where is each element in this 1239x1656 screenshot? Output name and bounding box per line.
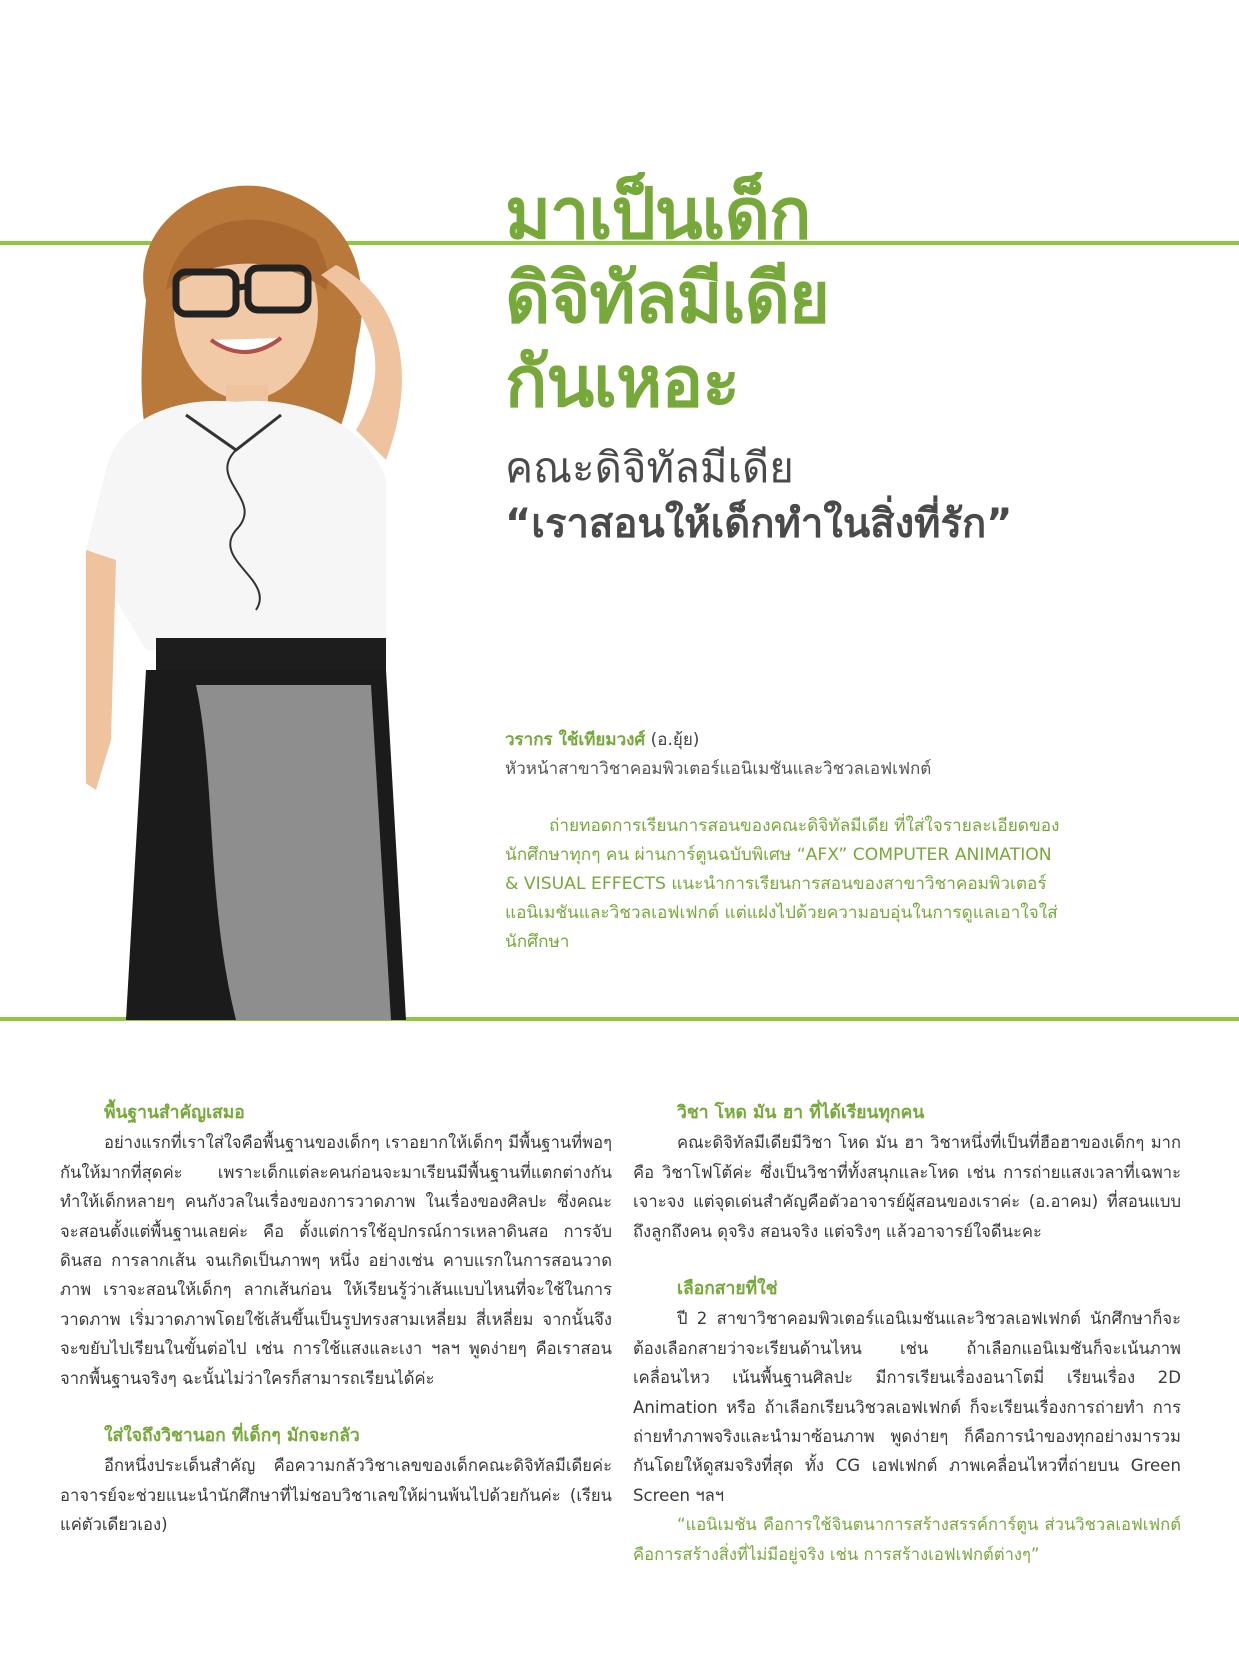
section-body-math: อีกหนึ่งประเด็นสำคัญ คือความกลัววิชาเลขของเด็กคณะดิจิทัลมีเดียค่ะ อาจารย์จะช่วยแนะนำนักศึกษาที่ไม่ชอบวิชาเลขให้ผ่านพ้นไปด้วยกันค่ะ (เรียนแค่ตัวเดียวเอง) (60, 1456, 612, 1535)
left-column (60, 1099, 612, 1540)
intro-paragraph: ถ่ายทอดการเรียนการสอนของคณะดิจิทัลมีเดีย ที่ใส่ใจรายละเอียดของนักศึกษาทุกๆ คน ผ่านการ์ตูนฉบับพิเศษ “AFX” COMPUTER ANIMATION & VISUAL EFFECTS แนะนำการเรียนการสอนของสาขาวิชาคอมพิวเตอร์แอนิเมชันและวิชวลเอฟเฟกต์ แต่แฝงไปด้วยความอบอุ่นในการดูแลเอาใจใส่นักศึกษา (505, 816, 1060, 952)
pull-quote: “แอนิเมชัน คือการใช้จินตนาการสร้างสรรค์การ์ตูน ส่วนวิชวลเอฟเฟกต์ คือการสร้างสิ่งที่ไม่มีอยู่จริง เช่น การสร้างเอฟเฟกต์ต่างๆ” (633, 1515, 1181, 1564)
section-body-photo-class: คณะดิจิทัลมีเดียมีวิชา โหด มัน ฮา วิชาหนึ่งที่เป็นที่ฮือฮาของเด็กๆ มาก คือ วิชาโฟโต้ค่ะ ซึ่งเป็นวิชาที่ทั้งสนุกและโหด เช่น การถ่ายแสงเวลาที่เฉพาะเจาะจง แต่จุดเด่นสำคัญคือตัวอาจารย์ผู้สอนของเราค่ะ (อ.อาคม) ที่สอนแบบถึงลูกถึงคน ดุจริง สอนจริง แต่จริงๆ แล้วอาจารย์ใจดีนะคะ (633, 1133, 1181, 1241)
section-body-choose-track: ปี 2 สาขาวิชาคอมพิวเตอร์แอนิเมชันและวิชวลเอฟเฟกต์ นักศึกษาก็จะต้องเลือกสายว่าจะเรียนด้านไหน เช่น ถ้าเลือกแอนิเมชันก็จะเน้นภาพเคลื่อนไหว เน้นพื้นฐานศิลปะ มีการเรียนเรื่องอนาโตมี่ เรียนเรื่อง 2D Animation หรือ ถ้าเลือกเรียนวิชวลเอฟเฟกต์ ก็จะเรียนเรื่องการถ่ายทำ การถ่ายทำภาพจริงและนำมาซ้อนภาพ พูดง่ายๆ ก็คือการนำของทุกอย่างมารวมกันโดยให้ดูสมจริงที่สุด ทั้ง CG เอฟเฟกต์ ภาพเคลื่อนไหวที่ถ่ายบน Green Screen ฯลฯ (633, 1309, 1181, 1505)
author-block (505, 726, 931, 784)
headline-line-3: กันเหอะ (505, 341, 739, 423)
section-title-basics: พื้นฐานสำคัญเสมอ (104, 1103, 245, 1123)
author-role: หัวหน้าสาขาวิชาคอมพิวเตอร์แอนิเมชันและวิชวลเอฟเฟกต์ (505, 759, 932, 779)
headline (505, 172, 829, 424)
author-nickname: (อ.ยุ้ย) (650, 730, 700, 750)
section-title-math: ใส่ใจถึงวิชานอก ที่เด็กๆ มักจะกลัว (104, 1426, 360, 1447)
portrait-photo (86, 180, 506, 1020)
subhead-faculty: คณะดิจิทัลมีเดีย (505, 443, 794, 492)
section-title-photo-class: วิชา โหด มัน ฮา ที่ได้เรียนทุกคน (677, 1103, 925, 1123)
headline-line-2: ดิจิทัลมีเดีย (505, 257, 830, 339)
headline-line-1: มาเป็นเด็ก (505, 173, 811, 255)
right-column (633, 1099, 1181, 1569)
author-name: วรากร ใช้เทียมวงศ์ (505, 730, 646, 750)
subheadline (505, 440, 1012, 552)
section-body-basics: อย่างแรกที่เราใส่ใจคือพื้นฐานของเด็กๆ เราอยากให้เด็กๆ มีพื้นฐานที่พอๆ กันให้มากที่สุดค่ะ เพราะเด็กแต่ละคนก่อนจะมาเรียนมีพื้นฐานที่แตกต่างกัน ทำให้เด็กหลายๆ คนกังวลในเรื่องของการวาดภาพ ในเรื่องของศิลปะ ซึ่งคณะจะสอนตั้งแต่พื้นฐานเลยค่ะ คือ ตั้งแต่การใช้อุปกรณ์การเหลาดินสอ การจับดินสอ การลากเส้น จนเกิดเป็นภาพๆ หนึ่ง อย่างเช่น คาบแรกในการสอนวาดภาพ เราจะสอนให้เด็กๆ ลากเส้นก่อน ให้เรียนรู้ว่าเส้นแบบไหนที่จะใช้ในการวาดภาพ เริ่มวาดภาพโดยใช้เส้นขึ้นเป็นรูปทรงสามเหลี่ยม สี่เหลี่ยม จากนั้นจึงจะขยับไปเรียนในขั้นต่อไป เช่น การใช้แสงและเงา ฯลฯ พูดง่ายๆ คือเราสอนจากพื้นฐานจริงๆ ฉะนั้นไม่ว่าใครก็สามารถเรียนได้ค่ะ (60, 1133, 612, 1388)
subhead-slogan: “เราสอนให้เด็กทำในสิ่งที่รัก” (505, 501, 1013, 547)
section-title-choose-track: เลือกสายที่ใช่ (677, 1279, 778, 1300)
